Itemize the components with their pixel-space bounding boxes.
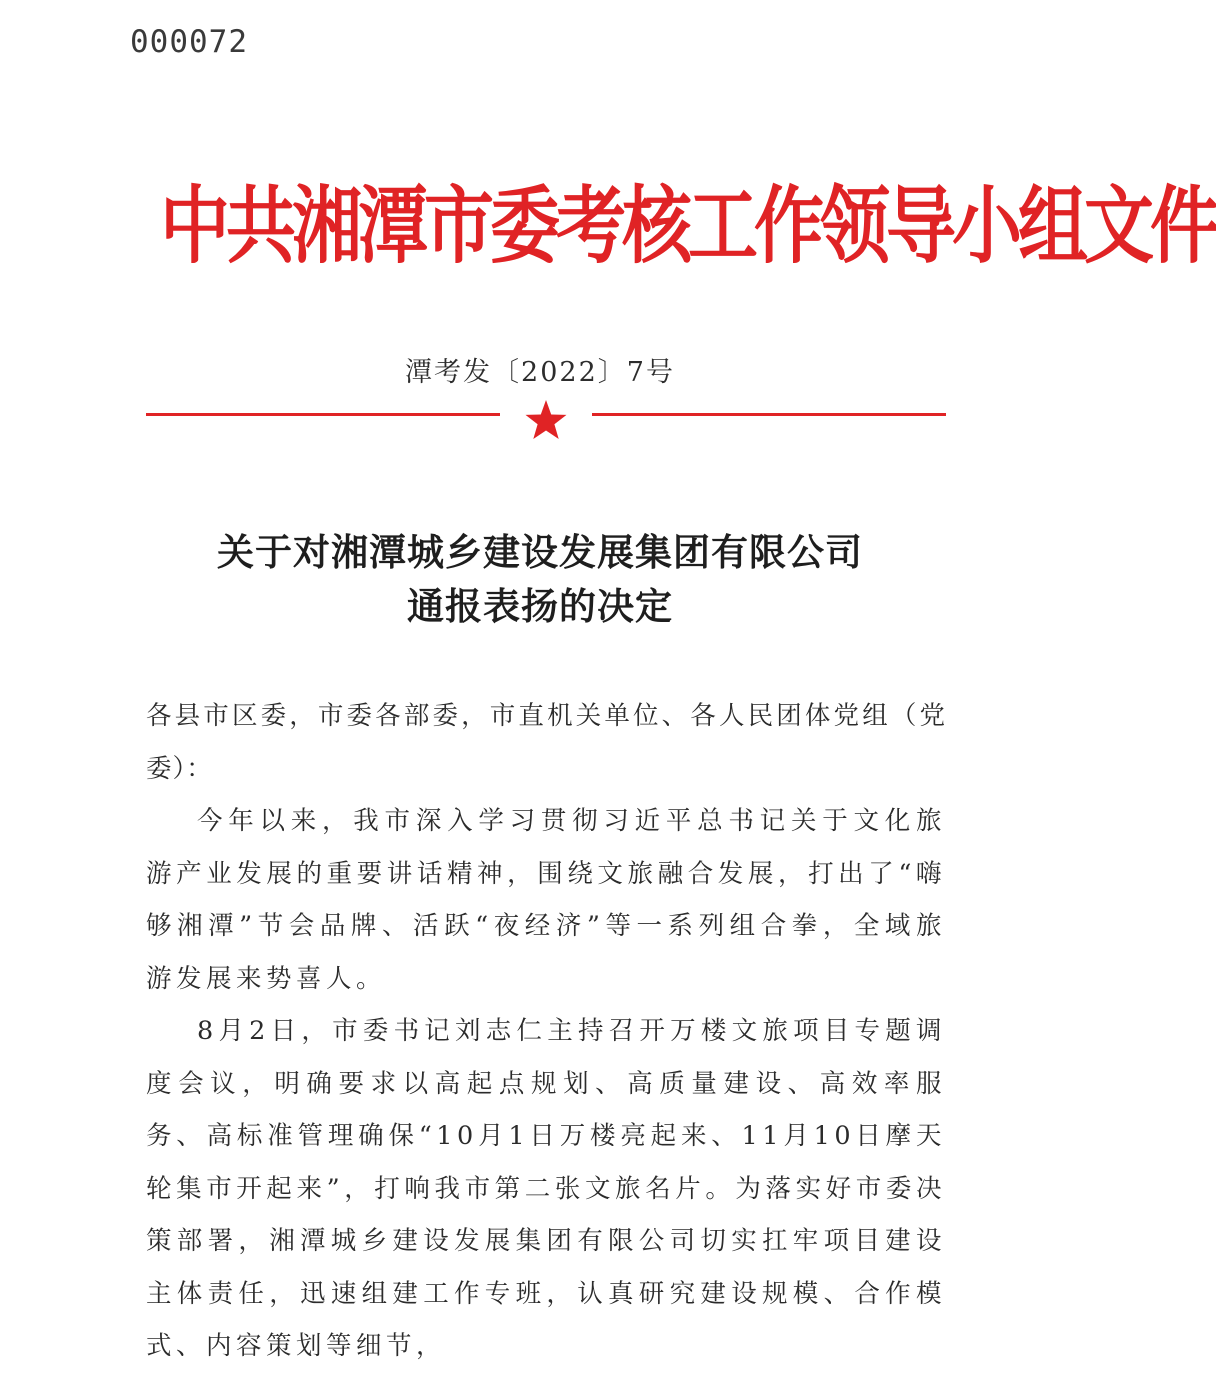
title-line-1: 关于对湘潭城乡建设发展集团有限公司 [217,530,863,574]
document-number: 潭考发〔2022〕7号 [405,357,675,388]
document-title [0,525,1080,633]
red-divider-left [146,413,500,416]
body-paragraph-2: 8月2日，市委书记刘志仁主持召开万楼文旅项目专题调度会议，明确要求以高起点规划、高质量建设、高效率服务、高标准管理确保“10月1日万楼亮起来、11月10日摩天轮集市开起来”，打响我市第二张文旅名片。为落实好市委决策部署，湘潭城乡建设发展集团有限公司切实扛牢项目建设主体责任，迅速组建工作专班，认真研究建设规模、合作模式、内容策划等细节， [146,1016,946,1361]
red-divider-right [592,413,946,416]
body-paragraph-1: 今年以来，我市深入学习贯彻习近平总书记关于文化旅游产业发展的重要讲话精神，围绕文旅融合发展，打出了“嗨够湘潭”节会品牌、活跃“夜经济”等一系列组合拳，全域旅游发展来势喜人。 [146,806,946,994]
serial-number: 000072 [130,24,248,60]
title-line-2: 通报表扬的决定 [407,584,673,628]
document-masthead: 中共湘潭市委考核工作领导小组文件 [160,176,1216,276]
document-body [146,690,946,1373]
addressee-line: 各县市区委，市委各部委，市直机关单位、各人民团体党组（党委）： [146,701,946,784]
star-icon [524,398,568,442]
